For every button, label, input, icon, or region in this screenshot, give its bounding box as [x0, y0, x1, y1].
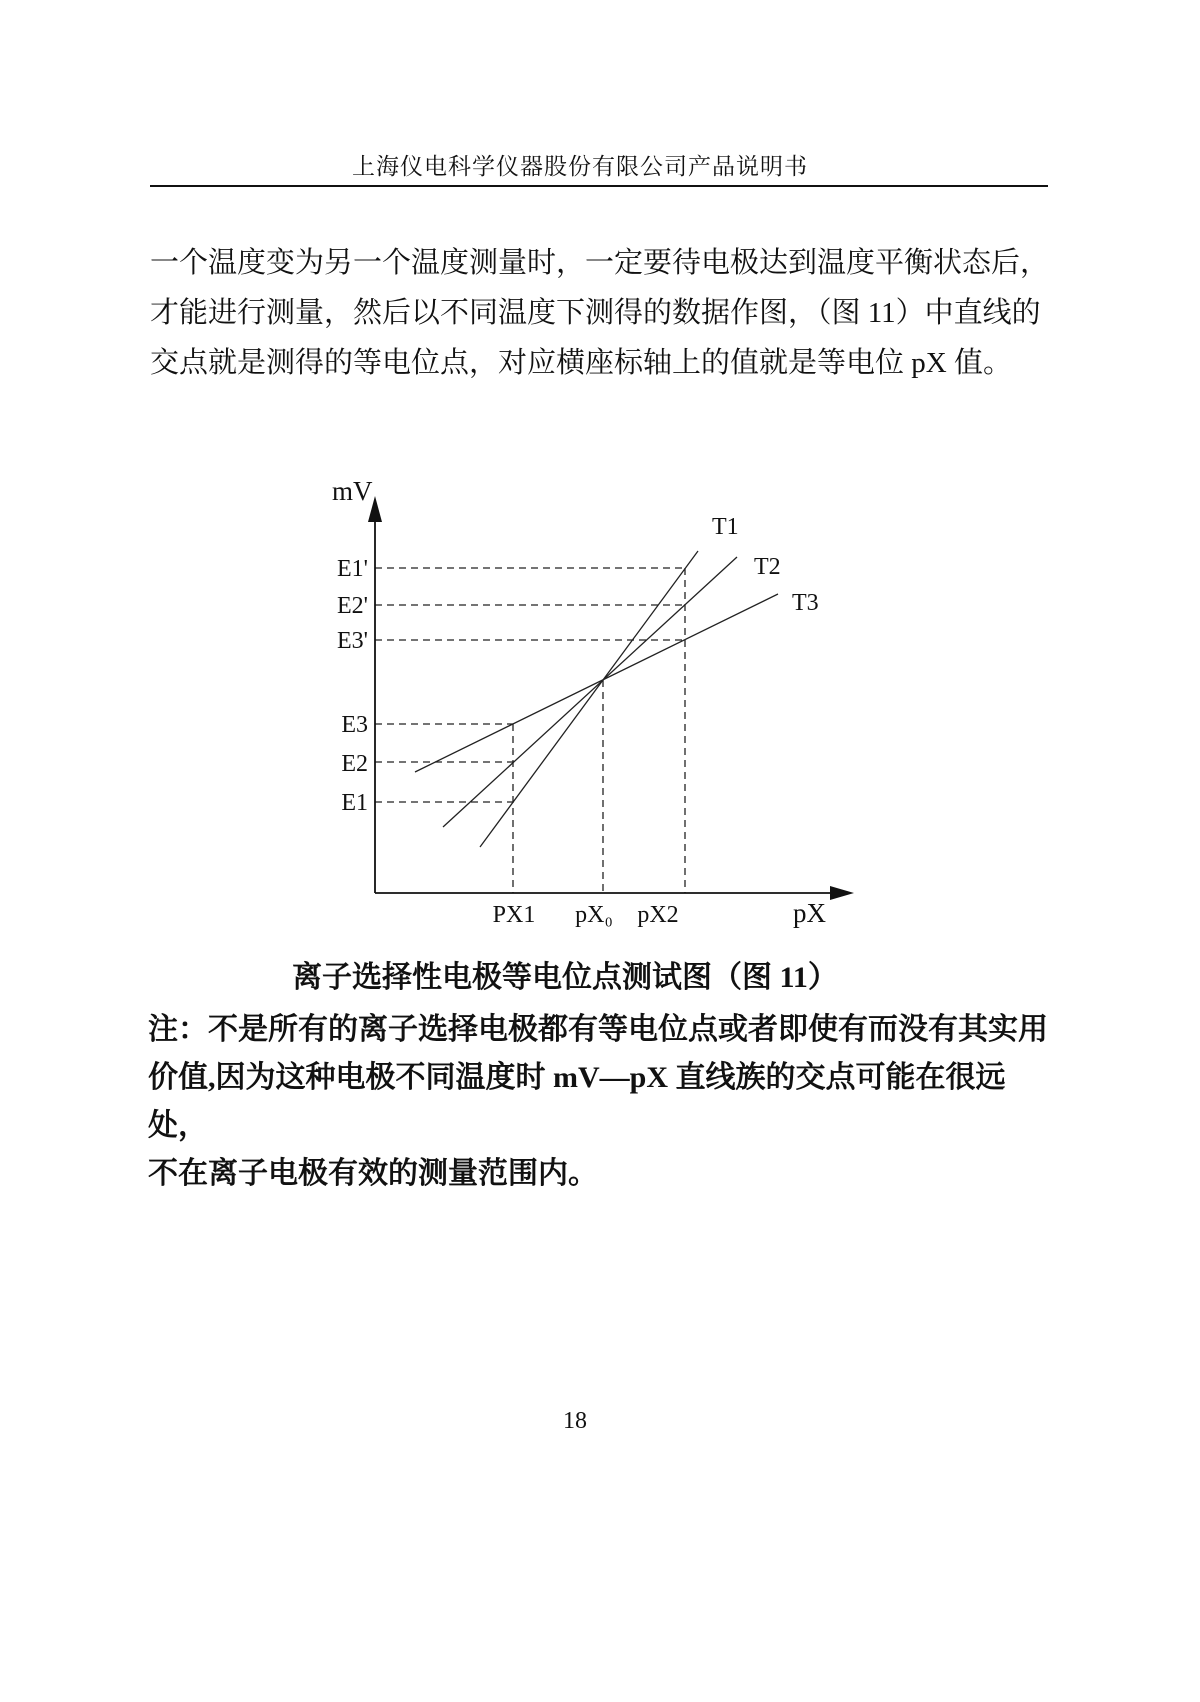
line-label-t2: T2: [754, 554, 781, 580]
figure-dashed-guides: [375, 568, 685, 893]
line-label-t1: T1: [712, 514, 739, 540]
line-label-t3: T3: [792, 590, 819, 616]
x-tick-px2: pX2: [637, 902, 679, 928]
header-rule: [150, 185, 1048, 187]
y-tick-e1-prime: E1': [337, 556, 368, 582]
y-tick-e2-prime: E2': [337, 593, 368, 619]
page-number: 18: [563, 1408, 587, 1434]
note-line: 价值,因为这种电极不同温度时 mV—pX 直线族的交点可能在很远处，: [148, 1061, 1006, 1142]
y-tick-e3-prime: E3': [337, 628, 368, 654]
figure-11-plot: [330, 470, 890, 940]
note-paragraph: [148, 1006, 1058, 1198]
figure-11: [330, 470, 890, 940]
header-title: 上海仪电科学仪器股份有限公司产品说明书: [352, 154, 808, 179]
y-tick-e1: E1: [341, 790, 368, 816]
figure-temperature-lines: [415, 551, 778, 847]
paragraph-line: 交点就是测得的等电位点，对应横座标轴上的值就是等电位 pX 值。: [150, 347, 1012, 379]
y-tick-e2: E2: [341, 751, 368, 777]
y-axis-label: mV: [332, 476, 373, 506]
paragraph-line: 才能进行测量，然后以不同温度下测得的数据作图，（图 11）中直线的: [150, 297, 1041, 329]
temperature-line-T1: [480, 551, 698, 847]
note-line: 不在离子电极有效的测量范围内。: [148, 1157, 598, 1190]
x-axis-arrow-icon: [830, 886, 854, 900]
y-tick-e3: E3: [341, 712, 368, 738]
temperature-line-T2: [443, 557, 737, 827]
paragraph-line: 一个温度变为另一个温度测量时，一定要待电极达到温度平衡状态后，: [150, 247, 1050, 279]
x-axis-label: pX: [793, 898, 826, 928]
x-tick-px1: PX1: [492, 902, 536, 928]
body-paragraph: [150, 238, 1055, 388]
x-tick-px0: pX₀: [575, 902, 613, 928]
temperature-line-T3: [415, 594, 778, 772]
note-line: 注：不是所有的离子选择电极都有等电位点或者即使有而没有其实用: [148, 1013, 1048, 1046]
figure-caption: 离子选择性电极等电位点测试图（图 11）: [292, 961, 838, 994]
